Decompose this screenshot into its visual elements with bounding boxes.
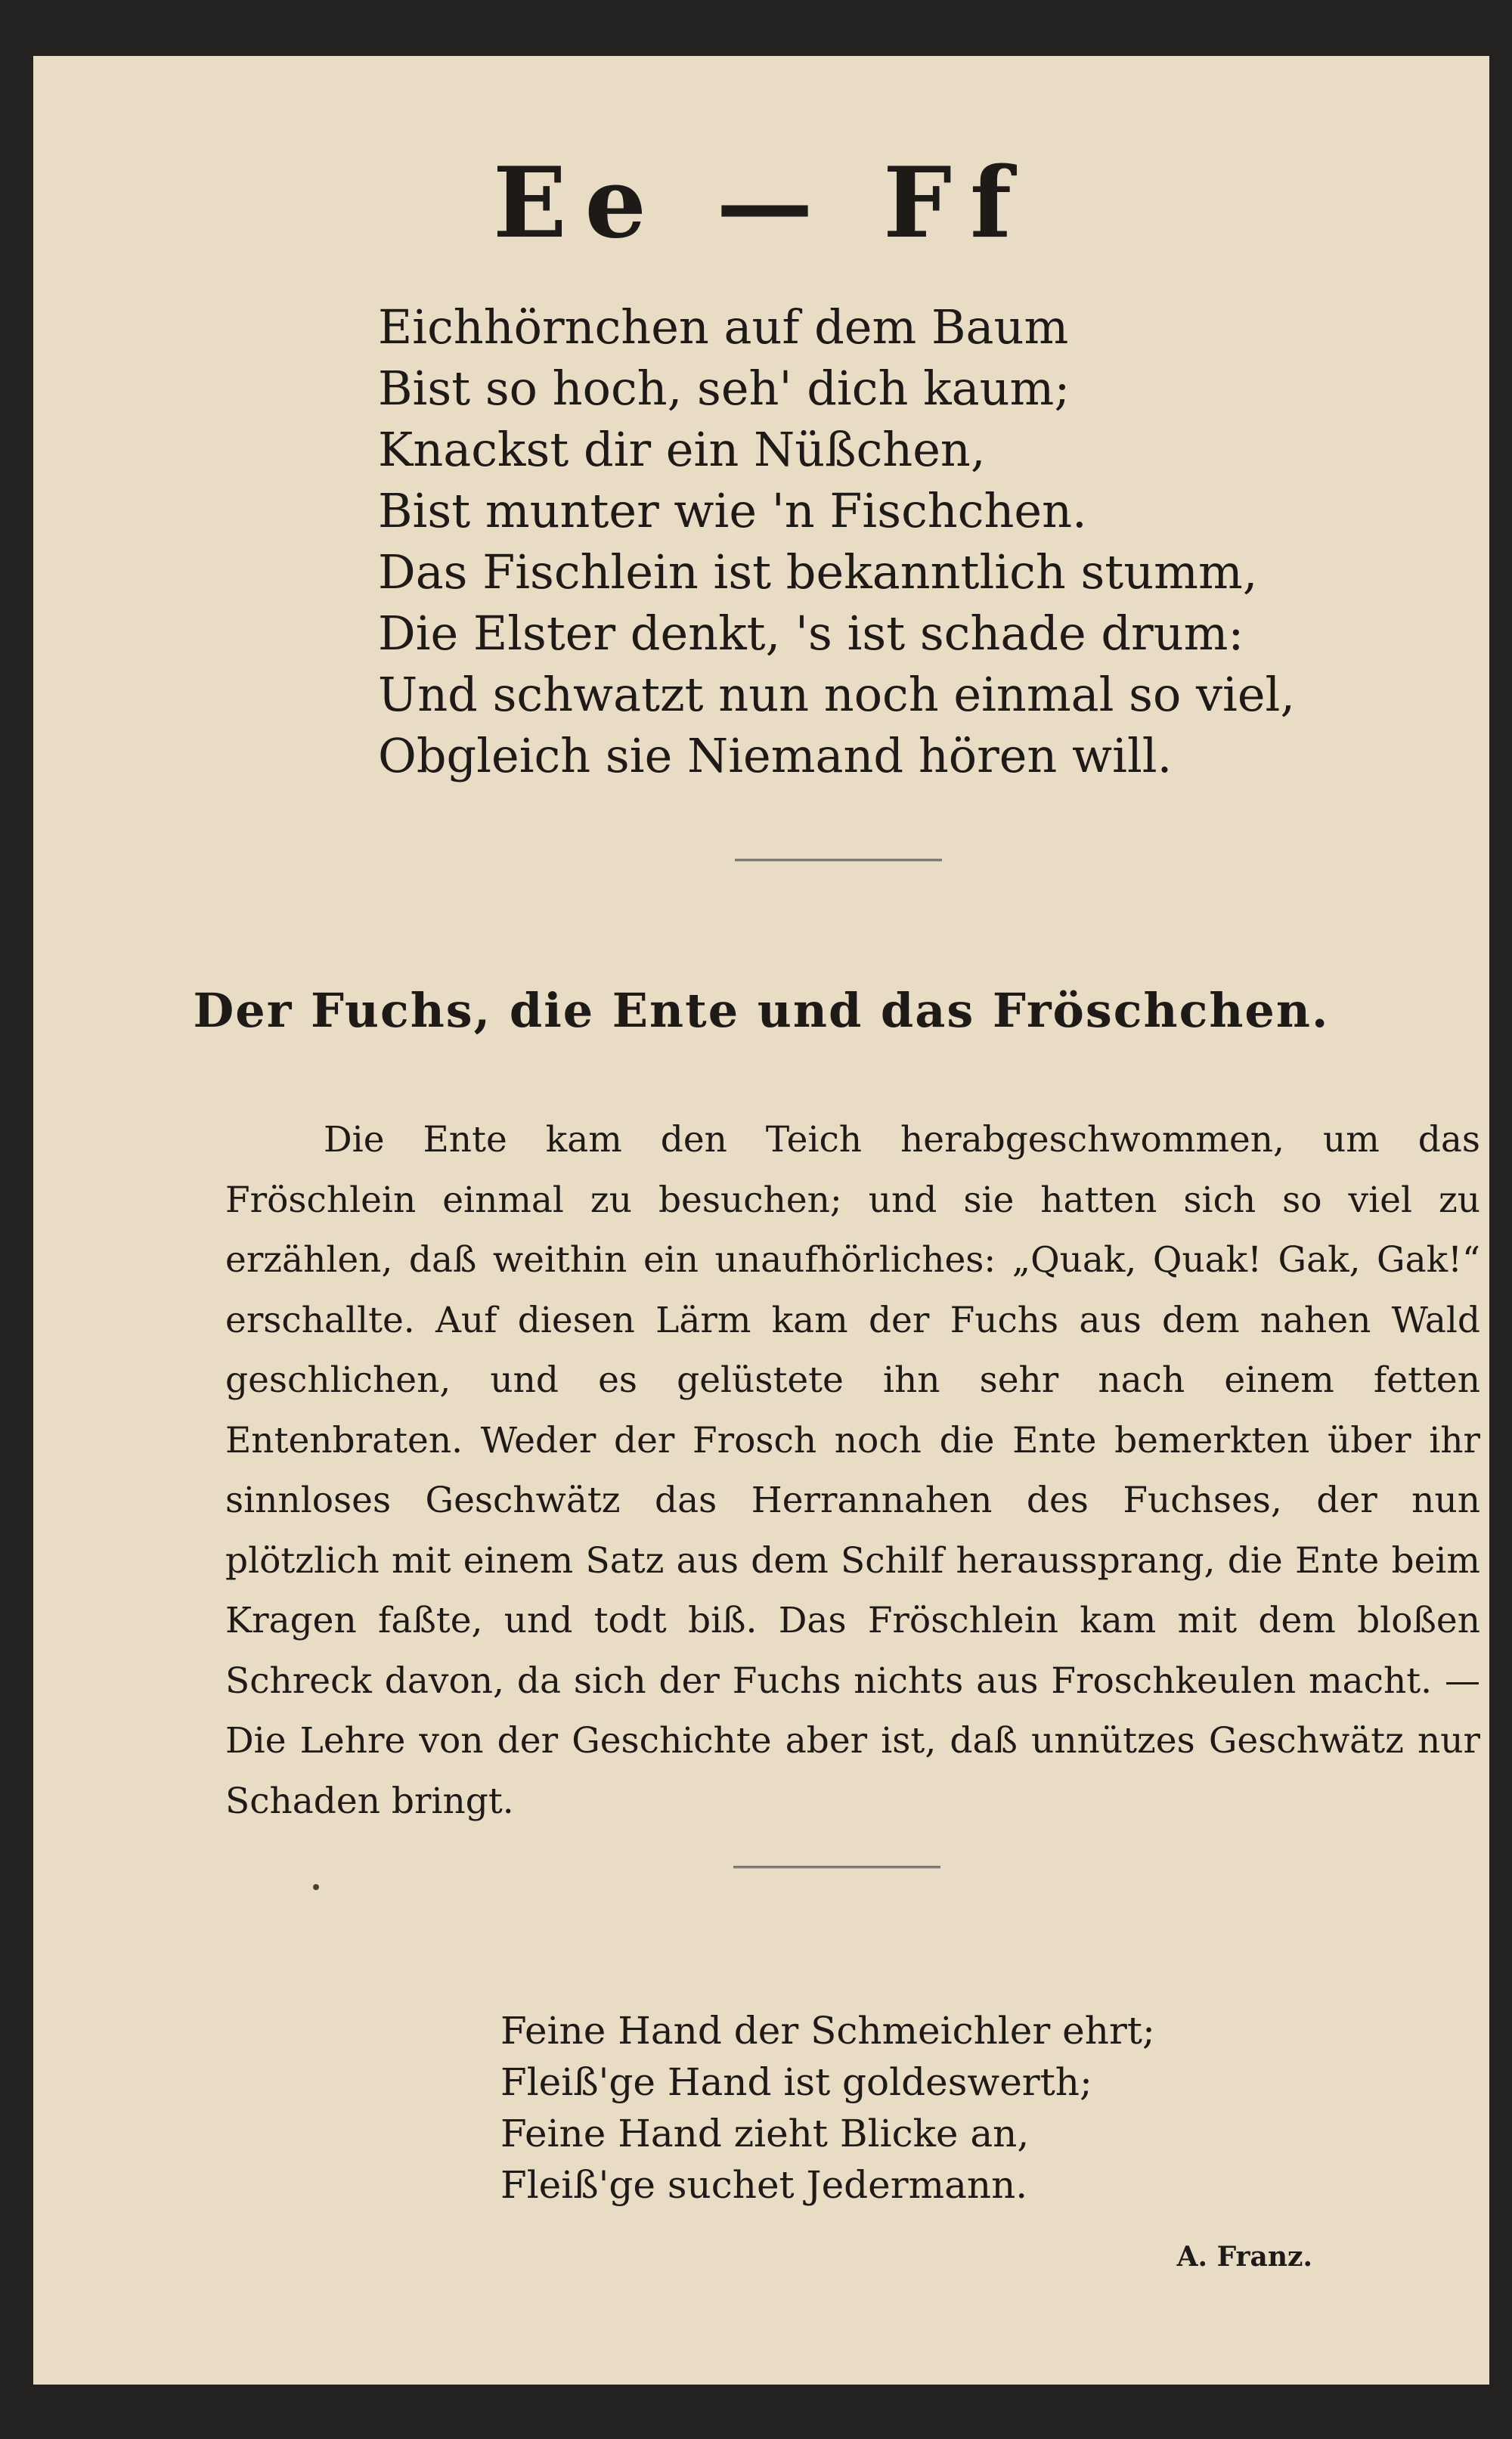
page-heading: Ee — Ff: [492, 147, 1030, 260]
book-page: [33, 56, 1489, 2385]
story-title: Der Fuchs, die Ente und das Fröschchen.: [193, 983, 1330, 1038]
poem-line: Knackst dir ein Nüßchen,: [378, 422, 986, 477]
poem-line: Fleiß'ge Hand ist goldeswerth;: [500, 2060, 1092, 2104]
poem-line: Feine Hand der Schmeichler ehrt;: [500, 2009, 1155, 2053]
section-divider: [735, 848, 942, 861]
poem-line: Obgleich sie Niemand hören will.: [378, 728, 1173, 783]
author-signature: A. Franz.: [1176, 2241, 1312, 2273]
poem-line: Und schwatzt nun noch einmal so viel,: [378, 667, 1296, 722]
section-divider: [733, 1855, 940, 1868]
paper-speck: [313, 1884, 319, 1890]
poem-line: Eichhörnchen auf dem Baum: [378, 299, 1069, 355]
poem-line: Feine Hand zieht Blicke an,: [500, 2112, 1030, 2155]
poem-line: Bist munter wie 'n Fischchen.: [378, 483, 1087, 538]
poem-line: Fleiß'ge suchet Jedermann.: [500, 2163, 1028, 2207]
poem-hand: [500, 2005, 1155, 2211]
poem-line: Bist so hoch, seh' dich kaum;: [378, 361, 1070, 416]
story-text: Die Ente kam den Teich herabgeschwommen, um das Fröschlein einmal zu besuchen; und sie hatten sich so viel zu erzählen, daß weithin ein unaufhörliches: „Quak, Quak! Gak, Gak!“ erschallte. Auf diesen Lärm kam der Fuchs aus dem nahen Wald geschlichen, und es gelüstete ihn sehr nach einem fetten Entenbraten. Weder der Frosch noch die Ente bemerkten über ihr sinnloses Geschwätz das Herrannahen des Fuchses, der nun plötzlich mit einem Satz aus dem Schilf heraussprang, die Ente beim Kragen faßte, und todt biß. Das Fröschlein kam mit dem bloßen Schreck davon, da sich der Fuchs nichts aus Froschkeulen macht. — Die Lehre von der Geschichte aber ist, daß unnützes Geschwätz nur Schaden bringt.: [225, 1119, 1480, 1822]
poem-line: Das Fischlein ist bekanntlich stumm,: [378, 544, 1258, 600]
poem-line: Die Elster denkt, 's ist schade drum:: [378, 606, 1244, 661]
poem-eichhoernchen: [378, 296, 1295, 786]
